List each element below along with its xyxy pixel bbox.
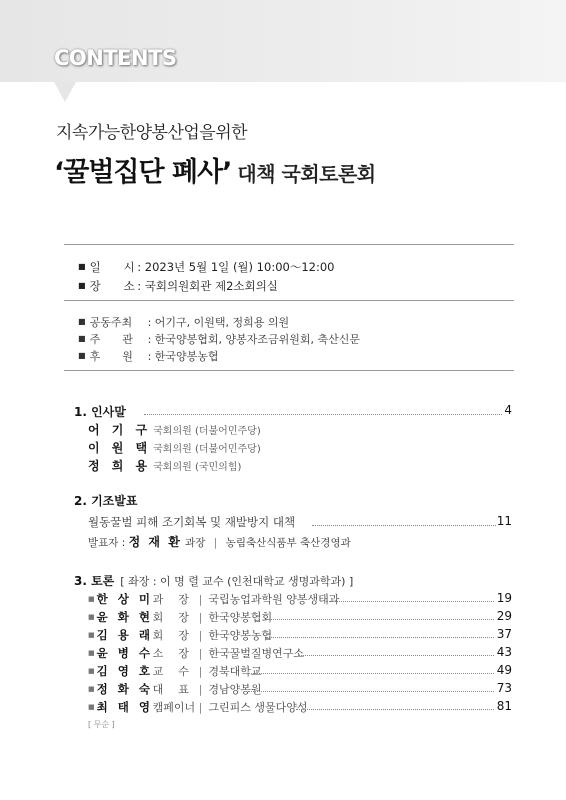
section-discussion-header bbox=[74, 572, 353, 589]
panelist-name: 윤 병 수 bbox=[96, 646, 153, 660]
panelist-page: 37 bbox=[496, 627, 512, 641]
info-sponsor-value: 한국양봉농협 bbox=[154, 350, 219, 363]
info-place: ■ 장 소 : 국회의원회관 제2소회의실 bbox=[78, 279, 278, 293]
event-title-main: ‘꿀벌집단 폐사’ bbox=[54, 157, 232, 188]
panelist-org: 경남양봉원 bbox=[208, 683, 262, 696]
divider-top bbox=[64, 244, 514, 245]
panelist-name: 정 화 숙 bbox=[96, 682, 153, 696]
discussion-row: ■ 윤 병 수소 장 | 한국꿀벌질병연구소 bbox=[88, 646, 304, 660]
discussion-row: ■ 정 화 숙대 표 | 경남양봉원 bbox=[88, 682, 262, 696]
bullet-square-icon: ■ bbox=[88, 613, 95, 621]
bullet-square-icon: ■ bbox=[78, 262, 86, 271]
info-sponsor-label: 후 원 bbox=[89, 350, 133, 363]
panelist-org: 한국양봉농협 bbox=[208, 629, 273, 642]
panelist-org: 한국꿀벌질병연구소 bbox=[208, 647, 304, 660]
section-greeting-title: 1. 인사말 bbox=[74, 405, 126, 419]
panelist-role: 회 장 bbox=[152, 611, 191, 624]
speaker-affiliation: 국회의원 (더불어민주당) bbox=[153, 444, 261, 455]
discussion-chair: [ 좌장 : 이 명 렬 교수 (인천대학교 생명과학과) ] bbox=[120, 575, 354, 588]
info-date-label: 일 시 bbox=[89, 260, 135, 274]
discussion-row: ■ 윤 화 현회 장 | 한국양봉협회 bbox=[88, 610, 273, 624]
greeting-speaker bbox=[88, 457, 241, 474]
event-subtitle: 지속가능한양봉산업을위한 bbox=[56, 123, 248, 143]
presenter-separator: | bbox=[213, 537, 218, 549]
panelist-org: 그린피스 생물다양성 bbox=[208, 701, 308, 714]
divider-middle bbox=[64, 300, 514, 301]
presenter-title: 과장 bbox=[185, 537, 206, 549]
leader-dots bbox=[296, 709, 494, 710]
info-place-label: 장 소 bbox=[89, 279, 135, 293]
speaker-name: 정 희 용 bbox=[88, 459, 152, 473]
leader-dots bbox=[248, 673, 494, 674]
divider-bottom bbox=[64, 370, 514, 371]
speaker-affiliation: 국회의원 (더불어민주당) bbox=[153, 426, 261, 437]
bullet-square-icon: ■ bbox=[88, 631, 95, 639]
section-greeting-page: 4 bbox=[504, 403, 512, 417]
panelist-name: 김 용 래 bbox=[96, 628, 153, 642]
leader-dots bbox=[144, 414, 502, 415]
info-hosts-label: 공동주최 bbox=[89, 316, 133, 329]
info-hosts-value: 어기구, 이원택, 정희용 의원 bbox=[154, 316, 290, 329]
bullet-square-icon: ■ bbox=[88, 685, 95, 693]
section-keynote-title: 2. 기조발표 bbox=[74, 494, 138, 508]
info-date: ■ 일 시 : 2023년 5월 1일 (월) 10:00～12:00 bbox=[78, 260, 335, 274]
bullet-square-icon: ■ bbox=[78, 351, 86, 360]
panelist-role: 교 수 bbox=[152, 665, 191, 678]
panelist-name: 한 상 미 bbox=[96, 592, 153, 606]
panelist-page: 49 bbox=[496, 663, 512, 677]
panelist-org: 경북대학교 bbox=[208, 665, 262, 678]
panelist-name: 최 태 영 bbox=[96, 700, 153, 714]
speaker-name: 이 원 택 bbox=[88, 441, 152, 455]
presenter-name: 정 재 환 bbox=[128, 535, 182, 549]
greeting-speaker bbox=[88, 439, 261, 456]
panelist-page: 29 bbox=[496, 609, 512, 623]
panelist-page: 81 bbox=[496, 699, 512, 713]
bullet-square-icon: ■ bbox=[78, 281, 86, 290]
speaker-name: 어 기 구 bbox=[88, 423, 152, 437]
speaker-affiliation: 국회의원 (국민의힘) bbox=[153, 462, 242, 473]
panelist-role: 회 장 bbox=[152, 629, 191, 642]
presenter-prefix: 발표자 : bbox=[88, 537, 126, 549]
event-title-rest: 대책 국회토론회 bbox=[237, 162, 376, 186]
event-title bbox=[54, 150, 376, 189]
panelist-org: 한국양봉협회 bbox=[208, 611, 273, 624]
discussion-row: ■ 김 용 래회 장 | 한국양봉농협 bbox=[88, 628, 273, 642]
section-discussion-title: 3. 토론 bbox=[74, 574, 115, 588]
section-keynote-page: 11 bbox=[496, 514, 512, 528]
info-organizer-value: 한국양봉협회, 양봉자조금위원회, 축산신문 bbox=[154, 333, 361, 346]
info-hosts: ■ 공동주최 : 어기구, 이원택, 정희용 의원 bbox=[78, 316, 290, 329]
info-place-value: 국회의원회관 제2소회의실 bbox=[144, 279, 278, 293]
panelist-role: 대 표 bbox=[152, 683, 191, 696]
panelist-role: 과 장 bbox=[152, 593, 191, 606]
discussion-row: ■ 김 영 호교 수 | 경북대학교 bbox=[88, 664, 262, 678]
bullet-square-icon: ■ bbox=[78, 317, 86, 326]
keynote-presenter bbox=[88, 533, 351, 550]
leader-dots bbox=[312, 525, 496, 526]
panelist-page: 43 bbox=[496, 645, 512, 659]
leader-dots bbox=[326, 601, 494, 602]
discussion-row: ■ 한 상 미과 장 | 국립농업과학원 양봉생태과 bbox=[88, 592, 340, 606]
info-date-value: 2023년 5월 1일 (월) 10:00～12:00 bbox=[144, 260, 335, 274]
info-organizer: ■ 주 관 : 한국양봉협회, 양봉자조금위원회, 축산신문 bbox=[78, 333, 361, 346]
leader-dots bbox=[248, 691, 494, 692]
leader-dots bbox=[298, 655, 494, 656]
panelist-page: 19 bbox=[496, 591, 512, 605]
bullet-square-icon: ■ bbox=[88, 595, 95, 603]
keynote-talk-title: 월동꿀벌 피해 조기회복 및 재발방지 대책 bbox=[88, 515, 296, 529]
panelist-page: 73 bbox=[496, 681, 512, 695]
panelist-role: 소 장 bbox=[152, 647, 191, 660]
panelist-name: 윤 화 현 bbox=[96, 610, 153, 624]
panelist-org: 국립농업과학원 양봉생태과 bbox=[208, 593, 340, 606]
info-organizer-label: 주 관 bbox=[89, 333, 133, 346]
order-note: [ 무순 ] bbox=[88, 720, 115, 729]
panelist-name: 김 영 호 bbox=[96, 664, 153, 678]
panelist-role: 캠페이너 bbox=[152, 701, 196, 714]
info-sponsor: ■ 후 원 : 한국양봉농협 bbox=[78, 350, 219, 363]
bullet-square-icon: ■ bbox=[88, 649, 95, 657]
discussion-row: ■ 최 태 영캠페이너 | 그린피스 생물다양성 bbox=[88, 700, 308, 714]
bullet-square-icon: ■ bbox=[88, 703, 95, 711]
banner-arrow-icon bbox=[54, 82, 76, 102]
contents-heading: CONTENTS bbox=[54, 46, 177, 70]
bullet-square-icon: ■ bbox=[78, 334, 86, 343]
presenter-org: 농림축산식품부 축산경영과 bbox=[225, 537, 351, 549]
leader-dots bbox=[266, 637, 494, 638]
bullet-square-icon: ■ bbox=[88, 667, 95, 675]
leader-dots bbox=[266, 619, 494, 620]
greeting-speaker bbox=[88, 421, 261, 438]
